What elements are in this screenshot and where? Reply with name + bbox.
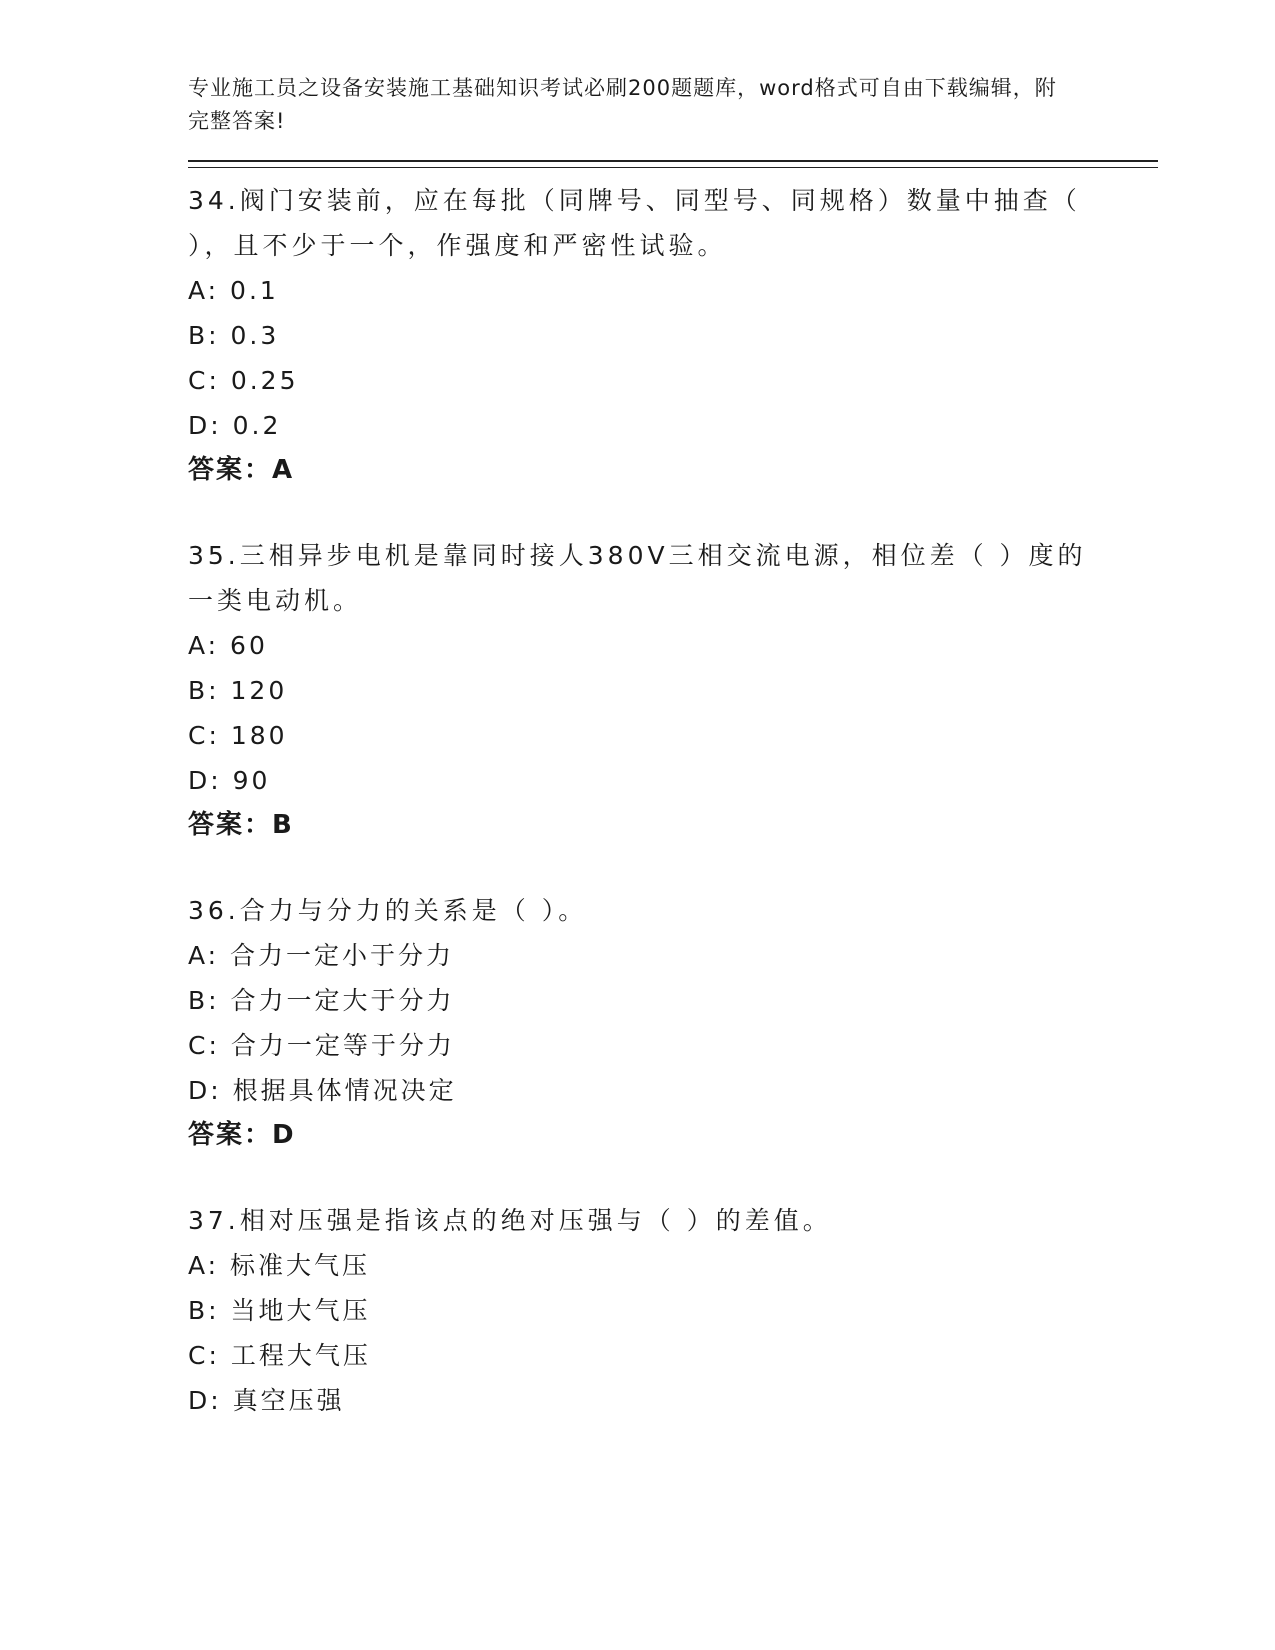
option-d: D: 0.2 — [188, 411, 282, 440]
option-b: B: 合力一定大于分力 — [188, 986, 455, 1015]
question-36 — [188, 888, 1158, 1158]
question-34 — [188, 178, 1158, 493]
question-text: 35.三相异步电机是靠同时接人380V三相交流电源，相位差（ ）度的一类电动机。 — [188, 541, 1087, 615]
answer-value: A — [272, 455, 293, 485]
option-a: A: 60 — [188, 631, 268, 660]
document-page — [188, 72, 1158, 1423]
option-a: A: 0.1 — [188, 276, 279, 305]
option-a: A: 标准大气压 — [188, 1251, 371, 1280]
answer — [188, 1113, 1158, 1158]
option-a: A: 合力一定小于分力 — [188, 941, 455, 970]
question-text: 36.合力与分力的关系是（ ）。 — [188, 896, 588, 925]
question-text: 37.相对压强是指该点的绝对压强与（ ）的差值。 — [188, 1206, 832, 1235]
answer-label: 答案： — [188, 810, 273, 840]
question-35 — [188, 533, 1158, 848]
option-b: B: 当地大气压 — [188, 1296, 371, 1325]
answer-value: B — [272, 810, 292, 840]
option-d: D: 真空压强 — [188, 1386, 345, 1415]
option-d: D: 90 — [188, 766, 271, 795]
header-divider — [188, 160, 1158, 168]
option-c: C: 180 — [188, 721, 288, 750]
answer — [188, 448, 1158, 493]
option-c: C: 0.25 — [188, 366, 299, 395]
option-c: C: 工程大气压 — [188, 1341, 371, 1370]
question-37 — [188, 1198, 1158, 1423]
answer — [188, 803, 1158, 848]
answer-label: 答案： — [188, 1120, 273, 1150]
answer-value: D — [272, 1120, 294, 1150]
option-c: C: 合力一定等于分力 — [188, 1031, 455, 1060]
answer-label: 答案： — [188, 455, 273, 485]
question-text: 34.阀门安装前，应在每批（同牌号、同型号、同规格）数量中抽查（ ），且不少于一个，作强度和严密性试验。 — [188, 186, 1081, 260]
option-d: D: 根据具体情况决定 — [188, 1076, 457, 1105]
option-b: B: 0.3 — [188, 321, 280, 350]
document-header: 专业施工员之设备安装施工基础知识考试必刷200题题库，word格式可自由下载编辑，附完整答案! — [188, 76, 1057, 133]
option-b: B: 120 — [188, 676, 288, 705]
